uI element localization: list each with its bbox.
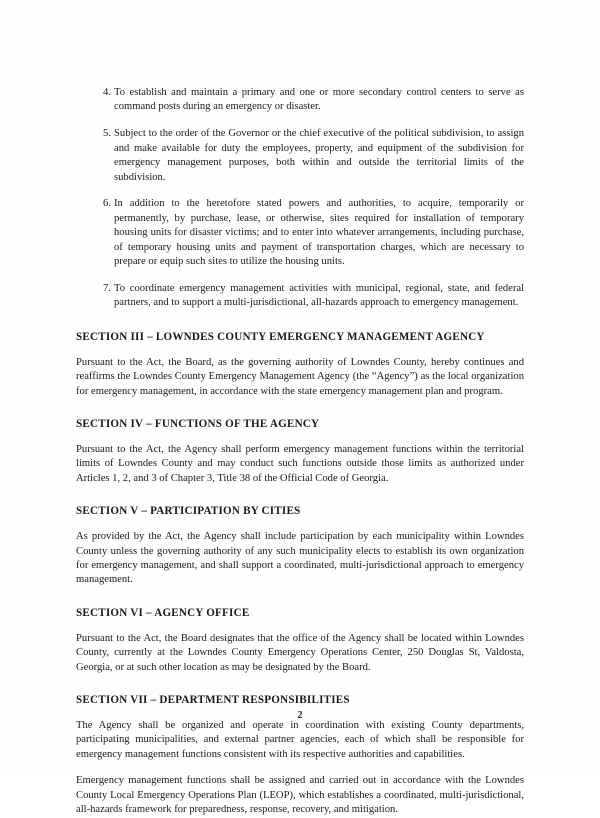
list-item xyxy=(76,86,524,115)
section-block-3 xyxy=(76,330,524,399)
section-paragraph: The Agency shall be organized and operate in coordination with existing County departments, participating municipalities, and external partner agencies, each of which shall be responsible for emergency management functions consistent with its respective authorities and capabilities. xyxy=(76,720,524,760)
list-item xyxy=(76,127,524,185)
list-item xyxy=(76,197,524,269)
list-item-text: To establish and maintain a primary and one or more secondary control centers to serve as command posts during an emergency or disaster. xyxy=(114,87,524,113)
section-heading-5: SECTION V – PARTICIPATION BY CITIES xyxy=(76,505,301,518)
page-number: 2 xyxy=(297,710,303,721)
numbered-powers-list xyxy=(76,86,524,311)
section-heading-4: SECTION IV – FUNCTIONS OF THE AGENCY xyxy=(76,418,320,430)
list-item-text: To coordinate emergency management activities with municipal, regional, state, and federal partners, and to support a multi-jurisdictional, all-hazards approach to emergency management. xyxy=(114,282,524,309)
section-paragraph: Emergency management functions shall be assigned and carried out in accordance with the Lowndes County Local Emergency Operations Plan (LEOP), which establishes a coordinated, multi-jurisdictional, all-hazards framework for preparedness, response, recovery, and mitigation. xyxy=(76,775,524,816)
list-item-marker: 6. xyxy=(103,198,111,210)
section-block-6 xyxy=(76,606,524,675)
section-block-5 xyxy=(76,504,524,588)
list-item xyxy=(76,282,524,311)
section-paragraph: As provided by the Act, the Agency shall include participation by each municipality within Lowndes County unless the governing authority of any such municipality elects to establish its own organization for emergency management, and shall support a coordinated, multi-jurisdictional approach to emergency management. xyxy=(76,531,524,586)
section-paragraph: Pursuant to the Act, the Board, as the governing authority of Lowndes County, hereby continues and reaffirms the Lowndes County Emergency Management Agency (the “Agency”) as the local organization for emergency management, in accordance with the state emergency management plan and program. xyxy=(76,356,524,397)
section-paragraph: Pursuant to the Act, the Board designates that the office of the Agency shall be located within Lowndes County, currently at the Lowndes County Emergency Operations Center, 250 Douglas St, Valdosta, Georgia, or at such other location as may be designated by the Board. xyxy=(76,632,524,673)
page-content xyxy=(76,86,524,818)
list-item-marker: 4. xyxy=(103,87,111,98)
list-item-text: In addition to the heretofore stated powers and authorities, to acquire, temporarily or permanently, by purchase, lease, or otherwise, sites required for installation of temporary housing units for disaster victims; and to enter into whatever arrangements, including purchase, of temporary housing units and payment of transportation charges, which are necessary to prepare or equip such sites to utilize the housing units. xyxy=(114,198,524,268)
list-item-text: Subject to the order of the Governor or the chief executive of the political subdivision, to assign and make available for duty the employees, property, and equipment of the subdivision for emergency management purposes, both within and outside the territorial limits of the subdivision. xyxy=(114,128,524,183)
section-paragraph: Pursuant to the Act, the Agency shall perform emergency management functions within the territorial limits of Lowndes County and may conduct such functions outside those limits as authorized under Articles 1, 2, and 3 of Chapter 3, Title 38 of the Official Code of Georgia. xyxy=(76,444,524,484)
section-heading-7: SECTION VII – DEPARTMENT RESPONSIBILITIES xyxy=(76,694,350,707)
list-item-marker: 5. xyxy=(103,128,111,140)
section-heading-3: SECTION III – LOWNDES COUNTY EMERGENCY MANAGEMENT AGENCY xyxy=(76,330,485,343)
list-item-marker: 7. xyxy=(103,282,111,294)
section-block-4 xyxy=(76,417,524,486)
section-heading-6: SECTION VI – AGENCY OFFICE xyxy=(76,606,250,619)
